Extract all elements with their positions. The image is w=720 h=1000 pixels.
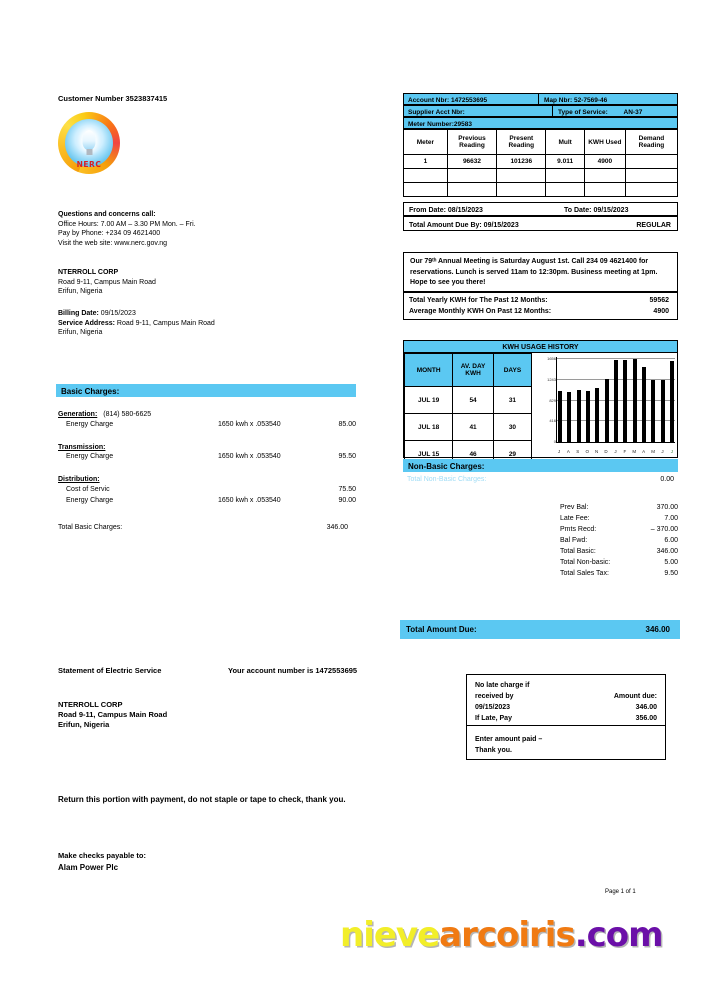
statement-line2: Erifun, Nigeria: [58, 720, 110, 729]
return-portion-notice: Return this portion with payment, do not staple or tape to check, thank you.: [58, 795, 346, 804]
summary-value: 9.50: [664, 570, 678, 577]
chart-x-label: S: [576, 449, 580, 454]
usage-history-title: KWH USAGE HISTORY: [404, 341, 677, 353]
summary-value: – 370.00: [650, 526, 678, 533]
cell-present: 101236: [497, 155, 546, 169]
total-basic-charges-line: [58, 523, 358, 534]
summary-panel: [560, 503, 678, 580]
chart-x-label: F: [623, 449, 627, 454]
thank-you-label: Thank you.: [475, 747, 512, 754]
total-basic-amount: 346.00: [326, 523, 348, 531]
charge-amount: 75.50: [338, 485, 356, 493]
charge-group-title: Distribution:: [58, 476, 100, 483]
cell-mult: [546, 169, 584, 183]
summary-row: [560, 525, 678, 536]
total-due-label: Total Amount Due:: [406, 625, 477, 634]
chart-y-tick-label: 829: [549, 397, 556, 403]
amount-due-label: Amount due:: [613, 693, 657, 700]
charge-desc: Energy Charge: [66, 496, 114, 504]
statement-title: Statement of Electric Service: [58, 666, 162, 675]
charge-line: [66, 420, 358, 431]
col-av-day-kwh: AV. DAY KWH: [453, 354, 494, 387]
supplier-acct-label: Supplier Acct Nbr:: [408, 109, 465, 116]
col-mult: Mult: [546, 130, 584, 155]
pay-by-phone: Pay by Phone: +234 09 4621400: [58, 230, 161, 237]
if-late-label: If Late, Pay: [475, 715, 512, 722]
cell-demand: [625, 169, 677, 183]
watermark-part3: .com: [574, 915, 663, 955]
chart-x-label: D: [604, 449, 608, 454]
chart-bar: [586, 391, 590, 442]
chart-bar: [623, 360, 627, 443]
chart-bar: [651, 380, 655, 443]
service-address-label: Service Address:: [58, 319, 115, 327]
cell-month: JUL 18: [405, 414, 453, 441]
remit-line1: No late charge if: [475, 682, 530, 689]
table-header-row: [405, 354, 532, 387]
charge-group-extra: (814) 580-6625: [103, 411, 152, 418]
charge-desc: Energy Charge: [66, 453, 114, 460]
summary-value: 5.00: [664, 559, 678, 566]
total-due-value: 346.00: [645, 625, 670, 634]
chart-bar: [558, 391, 562, 442]
cell-days: 30: [493, 414, 531, 441]
type-of-service-label: Type of Service:: [558, 109, 608, 116]
col-days: DAYS: [493, 354, 531, 387]
non-basic-charges-heading: Non-Basic Charges:: [403, 459, 678, 472]
summary-label: Prev Bal:: [560, 504, 589, 511]
charge-group-title: Transmission:: [58, 443, 106, 451]
yearly-kwh-box: [403, 292, 678, 320]
cell-meter: [404, 183, 448, 197]
chart-bar: [633, 359, 637, 442]
basic-charges-heading: Basic Charges:: [56, 384, 356, 397]
cell-meter: [404, 169, 448, 183]
meter-reading-table: [403, 129, 678, 197]
charge-amount: 90.00: [338, 496, 356, 504]
charge-detail: 1650 kwh x .053540: [218, 453, 281, 460]
cell-meter: 1: [404, 155, 448, 169]
chart-plot-area: [547, 356, 675, 444]
chart-bar: [670, 361, 674, 443]
col-month: MONTH: [405, 354, 453, 387]
cell-month: JUL 19: [405, 387, 453, 414]
type-of-service-value: AN-37: [623, 109, 643, 116]
customer-address-block: [58, 268, 308, 297]
cell-present: [497, 169, 546, 183]
chart-x-label: M: [632, 449, 637, 454]
statement-account-text: Your account number is 1472553695: [228, 666, 358, 675]
chart-y-tick-label: 0: [553, 439, 556, 444]
col-kwh-used: KWH Used: [584, 130, 625, 155]
summary-row: [560, 536, 678, 547]
chart-x-label: O: [585, 449, 589, 454]
chart-x-label: A: [642, 449, 646, 454]
chart-x-label: N: [595, 449, 599, 454]
charge-amount: 95.50: [338, 453, 356, 460]
summary-value: 6.00: [664, 537, 678, 544]
cell-mult: 9.011: [546, 155, 584, 169]
divider: [538, 94, 539, 105]
table-header-row: [404, 130, 678, 155]
contact-block: [58, 210, 308, 248]
charge-desc: Cost of Servic: [66, 485, 110, 493]
watermark-part2: arcoiris: [439, 915, 575, 955]
page-number: Page 1 of 1: [605, 889, 636, 895]
billing-date-label: Billing Date:: [58, 310, 99, 317]
summary-row: [560, 547, 678, 558]
cell-days: 31: [493, 387, 531, 414]
summary-row: [560, 558, 678, 569]
chart-bar: [595, 388, 599, 442]
charge-amount: 85.00: [338, 420, 356, 428]
cell-kwh: 4900: [584, 155, 625, 169]
customer-number: Customer Number 3523837415: [58, 94, 168, 103]
summary-value: 346.00: [656, 548, 678, 555]
billing-block: [58, 309, 338, 338]
statement-block: [58, 666, 458, 678]
cell-av-day-kwh: 46: [453, 441, 494, 468]
kwh-usage-bar-chart: [534, 355, 677, 455]
cell-previous: 96632: [447, 155, 496, 169]
to-date-value: 09/15/2023: [593, 207, 629, 214]
charge-line: [66, 485, 358, 496]
chart-bars: [557, 357, 675, 442]
summary-label: Pmts Recd:: [560, 526, 597, 533]
non-basic-total-amount: 0.00: [660, 476, 674, 483]
amount-due-by-value: 09/15/2023: [483, 222, 519, 229]
chart-bar: [614, 360, 618, 443]
charge-group: [58, 443, 358, 464]
nerc-logo: [58, 112, 120, 174]
remit-upper: [467, 675, 665, 726]
summary-row: [560, 514, 678, 525]
avg-monthly-kwh-label: Average Monthly KWH On Past 12 Months:: [409, 308, 552, 315]
remit-amount: 346.00: [635, 704, 657, 711]
meter-number-value: 29583: [453, 121, 472, 128]
cell-present: [497, 183, 546, 197]
cell-av-day-kwh: 41: [453, 414, 494, 441]
avg-monthly-kwh-value: 4900: [653, 308, 669, 315]
supplier-header-row: [403, 105, 678, 117]
notice-text: Our 79ᵗʰ Annual Meeting is Saturday August 1st. Call 234 09 4621400 for reservations. Lunch is served 11am to 12:30pm. Business meeting at 1pm. Hope to see you there!: [410, 258, 658, 286]
service-class-badge: REGULAR: [636, 222, 671, 229]
customer-address-line2: Erifun, Nigeria: [58, 288, 103, 295]
customer-name: NTERROLL CORP: [58, 269, 119, 276]
charge-desc: Energy Charge: [66, 420, 114, 428]
summary-label: Bal Fwd:: [560, 537, 588, 544]
table-row: [404, 169, 678, 183]
cell-kwh: [584, 169, 625, 183]
table-row: [404, 183, 678, 197]
col-demand-reading: Demand Reading: [625, 130, 677, 155]
charge-group-title: Generation:: [58, 411, 98, 418]
account-nbr-value: 1472553695: [450, 97, 488, 104]
checks-payable-block: [58, 851, 146, 874]
checks-payable-label: Make checks payable to:: [58, 851, 146, 860]
total-amount-due-bar: [400, 620, 680, 639]
chart-y-tick-label: 1656: [547, 356, 556, 362]
chart-x-label: J: [670, 449, 673, 454]
table-row: [405, 414, 532, 441]
account-nbr-label: Account Nbr:: [408, 97, 450, 104]
summary-label: Total Basic:: [560, 548, 596, 555]
if-late-amount: 356.00: [635, 715, 657, 722]
annual-meeting-notice: [403, 252, 678, 292]
statement-address-block: [58, 700, 358, 730]
col-previous-reading: Previous Reading: [447, 130, 496, 155]
remit-line2: received by: [475, 693, 514, 700]
chart-y-tick-label: 1243: [547, 376, 556, 382]
summary-value: 370.00: [656, 504, 678, 511]
cell-days: 29: [493, 441, 531, 468]
col-present-reading: Present Reading: [497, 130, 546, 155]
chart-bar: [605, 379, 609, 442]
summary-label: Late Fee:: [560, 515, 590, 522]
charge-line: [66, 496, 358, 507]
summary-row: [560, 569, 678, 580]
website-line: Visit the web site: www.nerc.gov.ng: [58, 239, 168, 247]
charge-detail: 1650 kwh x .053540: [218, 420, 281, 428]
cell-demand: [625, 155, 677, 169]
watermark-part1: nieve: [340, 915, 440, 955]
charge-group: [58, 475, 358, 507]
usage-history-panel: [403, 340, 678, 458]
service-city: Erifun, Nigeria: [58, 329, 103, 336]
payee-name: Alam Power Plc: [58, 863, 119, 872]
chart-bar: [567, 392, 571, 442]
statement-line1: Road 9-11, Campus Main Road: [58, 710, 168, 719]
amount-due-by-row: [403, 216, 678, 231]
account-header-row: [403, 93, 678, 105]
office-hours: Office Hours: 7.00 AM – 3.30 PM Mon. – Fri.: [58, 220, 196, 228]
statement-name: NTERROLL CORP: [58, 700, 123, 709]
chart-y-tick-label: 416: [549, 418, 556, 424]
basic-charges-body: [58, 410, 358, 534]
remittance-box: [466, 674, 666, 760]
meter-number-row: [403, 117, 678, 129]
map-nbr-value: 52-7569-46: [573, 97, 608, 104]
cell-mult: [546, 183, 584, 197]
charge-detail: 1650 kwh x .053540: [218, 496, 281, 504]
yearly-kwh-value: 59562: [649, 297, 669, 304]
cell-previous: [447, 183, 496, 197]
summary-row: [560, 503, 678, 514]
usage-history-table: [404, 353, 532, 458]
summary-label: Total Non-basic:: [560, 559, 611, 566]
lightbulb-icon: [83, 130, 96, 150]
charge-line: [66, 452, 358, 463]
enter-amount-paid-label: Enter amount paid –: [475, 736, 543, 743]
total-basic-label: Total Basic Charges:: [58, 523, 123, 531]
billing-date-value: 09/15/2023: [100, 310, 136, 317]
chart-x-label: A: [566, 449, 570, 454]
chart-bar: [577, 390, 581, 443]
watermark: [340, 915, 663, 955]
chart-x-label: J: [661, 449, 664, 454]
amount-due-by-label: Total Amount Due By:: [409, 222, 482, 229]
col-meter: Meter: [404, 130, 448, 155]
remit-date: 09/15/2023: [475, 704, 511, 711]
non-basic-total-label: Total Non-Basic Charges:: [407, 476, 487, 483]
chart-bar: [642, 367, 646, 442]
chart-bar: [661, 380, 665, 442]
from-date-label: From Date:: [409, 207, 446, 214]
summary-value: 7.00: [664, 515, 678, 522]
service-address-value: Road 9-11, Campus Main Road: [116, 319, 215, 327]
cell-previous: [447, 169, 496, 183]
logo-label: NERC: [76, 160, 102, 169]
divider: [552, 106, 553, 117]
chart-x-label: J: [614, 449, 617, 454]
date-range-row: [403, 202, 678, 216]
to-date-label: To Date:: [564, 207, 592, 214]
cell-av-day-kwh: 54: [453, 387, 494, 414]
contact-heading: Questions and concerns call:: [58, 211, 156, 218]
charge-group: [58, 410, 358, 431]
table-row: [404, 155, 678, 169]
cell-kwh: [584, 183, 625, 197]
cell-month: JUL 15: [405, 441, 453, 468]
remit-lower: [467, 726, 665, 760]
customer-address-line1: Road 9-11, Campus Main Road: [58, 278, 156, 286]
chart-x-axis-labels: [556, 449, 675, 454]
chart-x-label: M: [651, 449, 655, 454]
summary-label: Total Sales Tax:: [560, 570, 609, 577]
from-date-value: 08/15/2023: [447, 207, 483, 214]
yearly-kwh-label: Total Yearly KWH for The Past 12 Months:: [409, 297, 548, 304]
chart-x-label: J: [557, 449, 561, 454]
map-nbr-label: Map Nbr:: [544, 97, 573, 104]
cell-demand: [625, 183, 677, 197]
non-basic-total-row: [403, 475, 678, 486]
meter-number-label: Meter Number:: [408, 121, 454, 128]
table-row: [405, 387, 532, 414]
